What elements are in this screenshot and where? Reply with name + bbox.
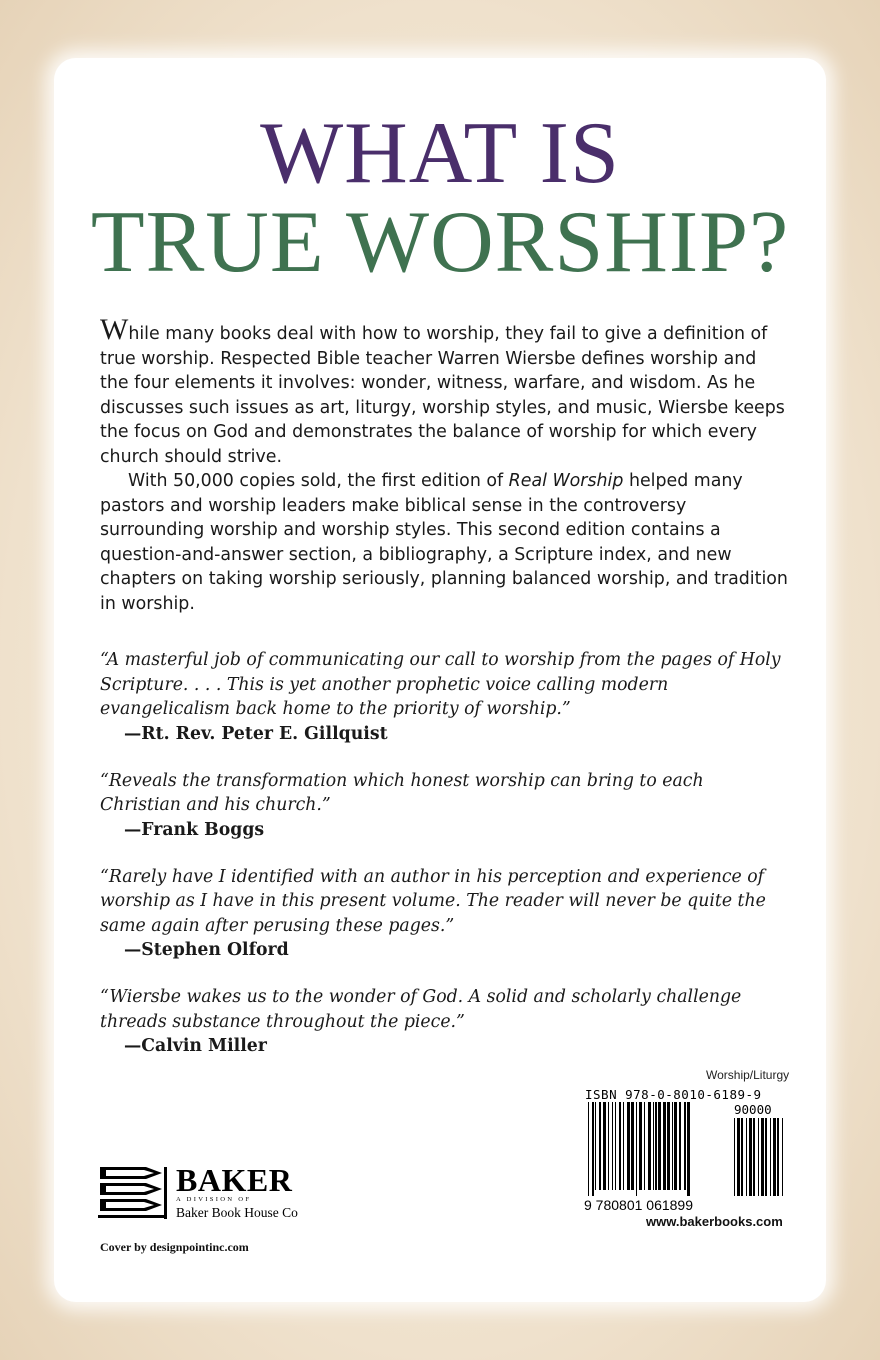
publisher-house-name: Baker Book House Co — [176, 1205, 298, 1220]
barcode-addon-bar — [782, 1118, 783, 1196]
barcode-addon-bar — [737, 1118, 740, 1196]
barcode-bar — [658, 1102, 661, 1190]
barcode-addon-bar — [761, 1118, 764, 1196]
barcode-bar — [636, 1102, 637, 1196]
endorsement-author: —Frank Boggs — [124, 819, 265, 840]
barcode-addon-bar — [777, 1118, 779, 1196]
price-code: 90000 — [734, 1102, 772, 1117]
barcode-bar — [627, 1102, 630, 1190]
barcode-bar — [619, 1102, 621, 1190]
endorsement-author: —Stephen Olford — [124, 940, 289, 960]
description-p2-before: With 50,000 copies sold, the first edition of — [128, 471, 509, 491]
cover-credit: Cover by designpointinc.com — [100, 1240, 249, 1254]
barcode-addon-bar — [753, 1118, 755, 1196]
endorsement — [100, 865, 790, 964]
publisher-division-line: A DIVISION OF — [176, 1196, 252, 1203]
description-p2-after: helped many pastors and worship leaders make biblical sense in the controversy surrounding worship and worship styles. This second edition contains a question-and-answer section, a bibliography, a Scripture index, and new chapters on taking worship seriously, planning balanced worship, and tradition in worship. — [100, 471, 788, 614]
barcode-bar — [603, 1102, 606, 1190]
description-paragraph-1 — [100, 313, 790, 469]
barcode-bar — [592, 1102, 594, 1196]
barcode-addon-bar — [765, 1118, 767, 1196]
endorsements — [100, 648, 790, 1081]
barcode-addon-bar — [734, 1118, 735, 1196]
barcode-addon-bar — [746, 1118, 747, 1196]
drop-cap: W — [100, 313, 129, 346]
barcode-bar — [655, 1102, 657, 1190]
baker-logo-icon — [98, 1165, 170, 1223]
barcode-bar — [612, 1102, 613, 1190]
barcode-bar — [631, 1102, 634, 1190]
barcode-bars — [588, 1102, 690, 1196]
endorsement — [100, 769, 790, 843]
barcode-addon-bar — [773, 1118, 776, 1196]
barcode-bar — [687, 1102, 690, 1196]
barcode-addon-bar — [741, 1118, 743, 1196]
barcode-bar — [644, 1102, 645, 1190]
barcode-bar — [595, 1102, 596, 1190]
barcode-addon-bar — [758, 1118, 759, 1196]
barcode-bar — [615, 1102, 616, 1190]
endorsement-text: “Rarely have I identified with an author in his perception and experience of worship as I have in this present volume. The reader will never be quite the same again after perusing these pages.” — [100, 866, 766, 936]
book-title-italic: Real Worship — [508, 471, 624, 491]
title-line-1: WHAT IS — [260, 105, 620, 202]
barcode-bar — [679, 1102, 681, 1190]
description-paragraph-2 — [100, 469, 790, 616]
barcode-bar — [674, 1102, 677, 1190]
endorsement — [100, 648, 790, 747]
barcode-bar — [648, 1102, 651, 1190]
publisher-name: BAKER — [176, 1162, 293, 1198]
isbn-text: ISBN 978-0-8010-6189-9 — [585, 1087, 762, 1102]
barcode-bar — [663, 1102, 666, 1190]
barcode-bar — [599, 1102, 601, 1190]
isbn-barcode — [582, 1102, 806, 1212]
barcode-bar — [672, 1102, 673, 1190]
description-p1-text: hile many books deal with how to worship, they fail to give a definition of true worship. Respected Bible teacher Warren Wiersbe defines worship and the four elements it involves: wonder, witness, warfare, and wisdom. As he discusses such issues as art, liturgy, worship styles, and music, Wiersbe keeps the focus on God and demonstrates the balance of worship for which every church should strive. — [100, 324, 785, 467]
barcode-bar — [608, 1102, 609, 1190]
title-line-2: TRUE WORSHIP? — [90, 194, 790, 291]
endorsement-text: “Wiersbe wakes us to the wonder of God. A solid and scholarly challenge threads substance throughout the piece.” — [100, 987, 742, 1032]
barcode-bar — [684, 1102, 686, 1190]
barcode-addon-bar — [770, 1118, 771, 1196]
barcode-addon-bar — [749, 1118, 752, 1196]
category-label: Worship/Liturgy — [706, 1068, 790, 1082]
barcode-bar — [667, 1102, 670, 1190]
barcode-bar — [588, 1102, 589, 1196]
endorsement-author: —Calvin Miller — [124, 1036, 267, 1056]
barcode-addon-bars — [734, 1118, 783, 1196]
publisher-website: www.bakerbooks.com — [646, 1214, 783, 1229]
barcode-bar — [639, 1102, 642, 1190]
barcode-number: 9 780801 061899 — [584, 1197, 693, 1212]
book-description — [100, 313, 790, 616]
barcode-bar — [653, 1102, 654, 1190]
endorsement-text: “Reveals the transformation which honest worship can bring to each Christian and his church.” — [100, 770, 704, 815]
endorsement-author: —Rt. Rev. Peter E. Gillquist — [124, 723, 388, 744]
barcode-bar — [623, 1102, 624, 1190]
endorsement — [100, 985, 790, 1059]
endorsement-text: “A masterful job of communicating our call to worship from the pages of Holy Scripture. . . . This is yet another prophetic voice calling modern evangelicalism back home to the priority of worship.” — [100, 650, 781, 719]
